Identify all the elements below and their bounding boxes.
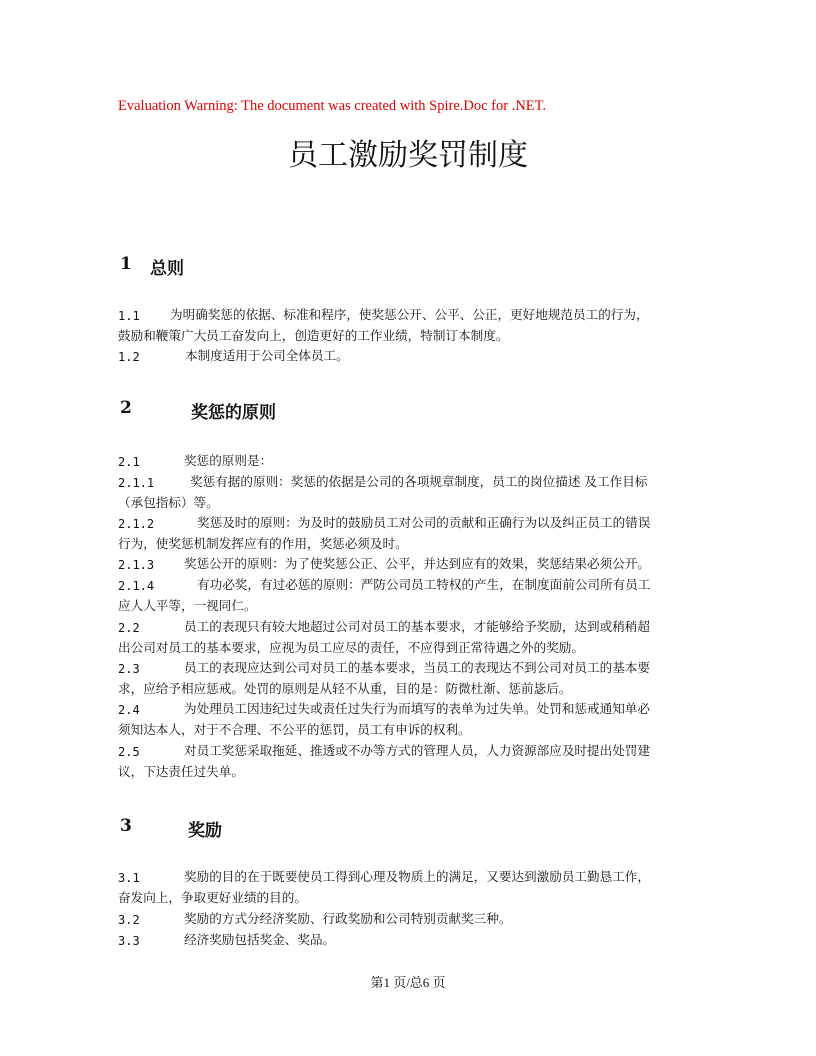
paragraph-number: 3.1 (118, 871, 140, 885)
paragraph-number: 2.1.3 (118, 558, 155, 572)
page-footer: 第1 页/总6 页 (370, 975, 446, 990)
paragraph-line: 奖惩的原则是： (184, 453, 273, 468)
paragraph-number: 2.3 (118, 662, 140, 676)
paragraph-number: 3.3 (118, 934, 140, 948)
paragraph-number: 2.2 (118, 621, 140, 635)
paragraph-line: 奖惩有据的原则：奖惩的依据是公司的各项规章制度，员工的岗位描述 及工作目标 (190, 474, 648, 489)
section-heading: 奖惩的原则 (191, 403, 276, 423)
paragraph-line: 奖励的方式分经济奖励、行政奖励和公司特别贡献奖三种。 (184, 911, 512, 926)
paragraph-number: 2.1.1 (118, 476, 155, 490)
paragraph-number: 2.4 (118, 703, 140, 717)
paragraph-line: 奋发向上，争取更好业绩的目的。 (118, 889, 307, 905)
paragraph-line: 经济奖励包括奖金、奖品。 (184, 932, 336, 947)
paragraph-line: （承包指标）等。 (118, 494, 219, 510)
evaluation-warning: Evaluation Warning: The document was created with Spire.Doc for .NET. (118, 98, 547, 114)
paragraph-line: 对员工奖惩采取拖延、推透或不办等方式的管理人员，人力资源部应及时提出处罚建 (184, 743, 650, 758)
paragraph-line: 本制度适用于公司全体员工。 (185, 348, 349, 363)
paragraph-line: 有功必奖，有过必惩的原则：严防公司员工特权的产生，在制度面前公司所有员工 (197, 577, 651, 592)
paragraph-number: 2.5 (118, 745, 140, 759)
paragraph-line: 求，应给予相应惩戒。处罚的原则是从轻不从重，目的是：防微杜渐、惩前毖后。 (118, 680, 572, 696)
paragraph-line: 为处理员工因违纪过失或责任过失行为而填写的表单为过失单。处罚和惩戒通知单必 (184, 701, 650, 716)
paragraph-line: 出公司对员工的基本要求，应视为员工应尽的责任，不应得到正常待遇之外的奖励。 (118, 639, 584, 655)
paragraph-number: 1.1 (118, 309, 140, 323)
section-number: 2 (120, 398, 132, 418)
paragraph-number: 1.2 (118, 350, 140, 364)
section-heading: 奖励 (188, 821, 222, 841)
section-number: 1 (120, 254, 132, 274)
paragraph-number: 2.1.4 (118, 579, 155, 593)
paragraph-line: 行为，使奖惩机制发挥应有的作用，奖惩必须及时。 (118, 535, 408, 551)
paragraph-number: 2.1.2 (118, 517, 155, 531)
paragraph-line: 员工的表现只有较大地超过公司对员工的基本要求，才能够给予奖励，达到或稍稍超 (184, 619, 650, 634)
paragraph-line: 鼓励和鞭策广大员工奋发向上，创造更好的工作业绩，特制订本制度。 (118, 327, 509, 343)
paragraph-number: 3.2 (118, 913, 140, 927)
paragraph-line: 为明确奖惩的依据、标准和程序，使奖惩公开、公平、公正，更好地规范员工的行为， (170, 307, 649, 322)
section-number: 3 (120, 816, 132, 836)
paragraph-line: 员工的表现应达到公司对员工的基本要求，当员工的表现达不到公司对员工的基本要 (184, 660, 650, 675)
paragraph-line: 奖惩及时的原则：为及时的鼓励员工对公司的贡献和正确行为以及纠正员工的错误 (197, 515, 651, 530)
paragraph-line: 奖励的目的在于既要使员工得到心理及物质上的满足，又要达到激励员工勤恳工作， (184, 869, 650, 884)
paragraph-line: 奖惩公开的原则：为了使奖惩公正、公平，并达到应有的效果，奖惩结果必须公开。 (184, 556, 650, 571)
paragraph-line: 议，下达责任过失单。 (118, 763, 244, 779)
document-title: 员工激励奖罚制度 (288, 138, 528, 173)
paragraph-line: 应人人平等，一视同仁。 (118, 597, 257, 613)
paragraph-line: 须知达本人，对于不合理、不公平的惩罚，员工有申诉的权利。 (118, 721, 471, 737)
paragraph-number: 2.1 (118, 455, 140, 469)
section-heading: 总则 (150, 259, 184, 279)
